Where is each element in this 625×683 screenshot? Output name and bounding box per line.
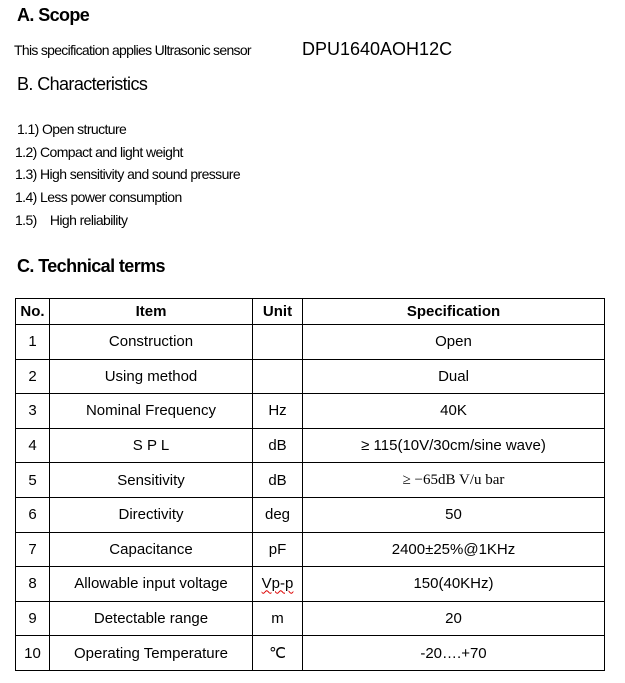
table-row xyxy=(16,359,605,394)
table-row xyxy=(16,497,605,532)
cell-spec: Open xyxy=(303,325,605,360)
cell-unit: Vp-p xyxy=(253,567,303,602)
cell-no: 1 xyxy=(16,325,50,360)
characteristic-item: 1.5) High reliability xyxy=(15,212,128,228)
table-row xyxy=(16,325,605,360)
table-row xyxy=(16,428,605,463)
scope-heading: A. Scope xyxy=(17,5,90,25)
column-header-no: No. xyxy=(16,299,50,325)
cell-spec: 50 xyxy=(303,497,605,532)
cell-unit: dB xyxy=(253,428,303,463)
cell-item: Detectable range xyxy=(50,601,253,636)
cell-no: 2 xyxy=(16,359,50,394)
table-row xyxy=(16,532,605,567)
cell-spec: 2400±25%@1KHz xyxy=(303,532,605,567)
cell-unit: deg xyxy=(253,497,303,532)
cell-item: Capacitance xyxy=(50,532,253,567)
column-header-specification: Specification xyxy=(303,299,605,325)
cell-unit: m xyxy=(253,601,303,636)
cell-spec: 150(40KHz) xyxy=(303,567,605,602)
cell-spec: Dual xyxy=(303,359,605,394)
table-row xyxy=(16,463,605,498)
cell-item: Operating Temperature xyxy=(50,636,253,671)
cell-item: Nominal Frequency xyxy=(50,394,253,429)
table-row xyxy=(16,394,605,429)
cell-item: Directivity xyxy=(50,497,253,532)
characteristics-heading: B. Characteristics xyxy=(17,74,148,94)
cell-no: 4 xyxy=(16,428,50,463)
cell-spec: -20….+70 xyxy=(303,636,605,671)
cell-unit: Hz xyxy=(253,394,303,429)
model-number: DPU1640AOH12C xyxy=(302,39,453,59)
cell-item: Using method xyxy=(50,359,253,394)
table-header-row xyxy=(16,299,605,325)
column-header-unit: Unit xyxy=(253,299,303,325)
technical-heading: C. Technical terms xyxy=(17,256,165,276)
cell-unit xyxy=(253,359,303,394)
table-row xyxy=(16,636,605,671)
cell-unit: dB xyxy=(253,463,303,498)
cell-no: 3 xyxy=(16,394,50,429)
column-header-item: Item xyxy=(50,299,253,325)
characteristic-item: 1.4) Less power consumption xyxy=(15,189,182,205)
cell-item: S P L xyxy=(50,428,253,463)
table-row xyxy=(16,601,605,636)
cell-unit: ℃ xyxy=(253,636,303,671)
cell-no: 7 xyxy=(16,532,50,567)
cell-spec: ≥ 115(10V/30cm/sine wave) xyxy=(303,428,605,463)
cell-item: Construction xyxy=(50,325,253,360)
cell-no: 9 xyxy=(16,601,50,636)
characteristic-item: 1.3) High sensitivity and sound pressure xyxy=(15,166,241,182)
table-row xyxy=(16,567,605,602)
cell-unit: pF xyxy=(253,532,303,567)
cell-spec: 40K xyxy=(303,394,605,429)
cell-no: 8 xyxy=(16,567,50,602)
cell-item: Sensitivity xyxy=(50,463,253,498)
cell-no: 10 xyxy=(16,636,50,671)
scope-text: This specification applies Ultrasonic sensor xyxy=(14,42,251,58)
characteristic-item: 1.1) Open structure xyxy=(17,121,127,137)
cell-no: 5 xyxy=(16,463,50,498)
characteristic-item: 1.2) Compact and light weight xyxy=(15,144,183,160)
cell-no: 6 xyxy=(16,497,50,532)
cell-unit xyxy=(253,325,303,360)
cell-spec: ≥ −65dB V/u bar xyxy=(303,463,605,498)
cell-item: Allowable input voltage xyxy=(50,567,253,602)
cell-spec: 20 xyxy=(303,601,605,636)
technical-terms-table xyxy=(15,298,605,671)
